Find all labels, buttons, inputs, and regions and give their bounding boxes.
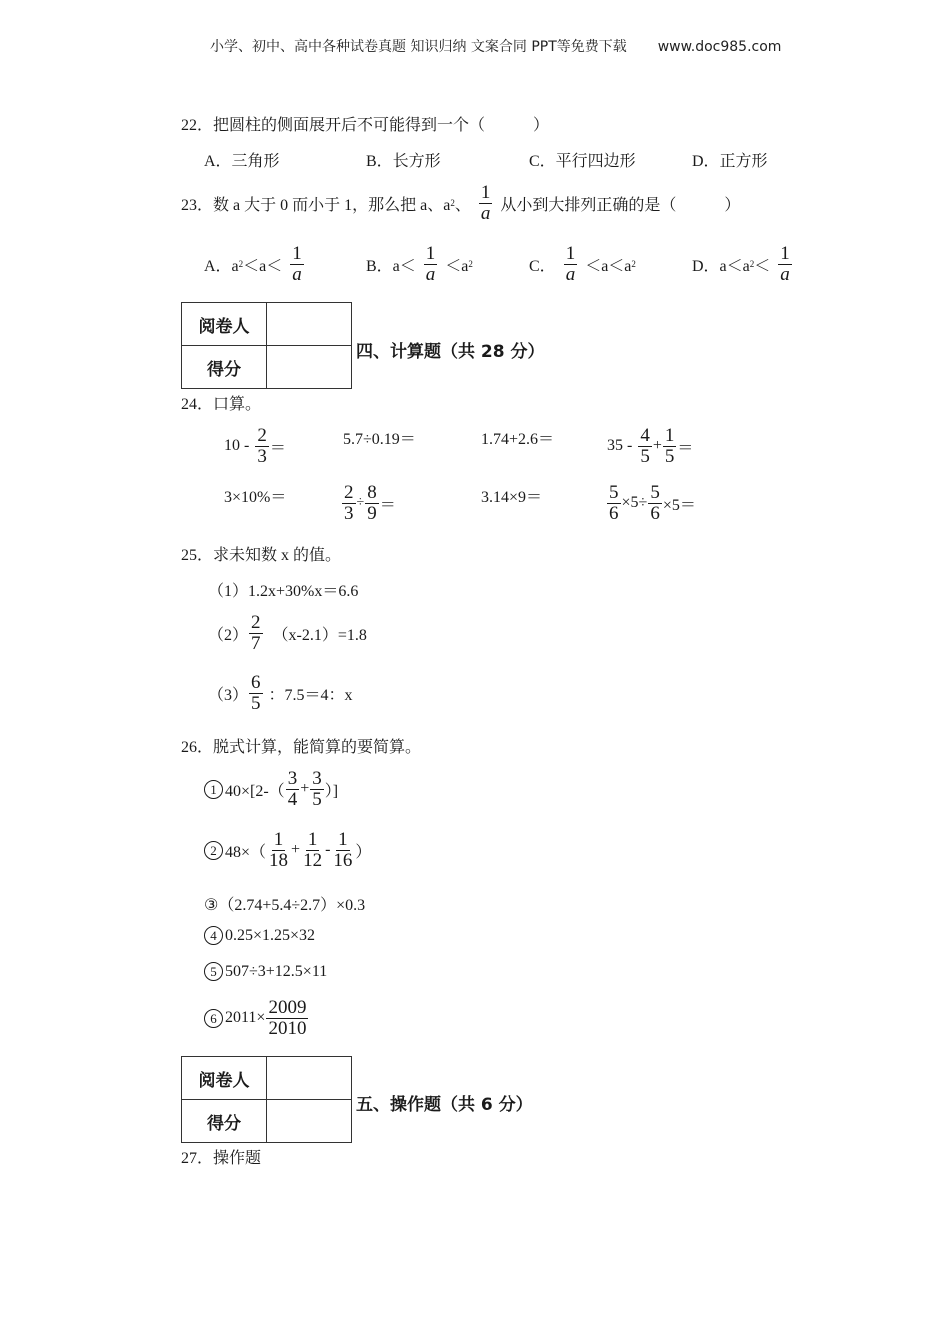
q24-calc-8: $\frac{5}{6}$ ×5÷ $\frac{5}{6}$ ×5＝ bbox=[609, 482, 696, 524]
q23-option-a: A．a 2 ＜a＜ $\frac{1}{a}$ bbox=[204, 243, 302, 285]
q26-item-1: 1 40×[2-（ $\frac{3}{4}$ + $\frac{3}{5}$ ）] bbox=[204, 769, 338, 810]
page-header bbox=[210, 36, 781, 56]
score-label: 得分 bbox=[182, 346, 267, 389]
q23-fraction: $\frac{1}{a}$ bbox=[480, 182, 491, 224]
q23-option-d: D．a＜a 2 ＜ $\frac{1}{a}$ bbox=[692, 243, 790, 285]
q26-item-4: 4 0.25×1.25×32 bbox=[204, 926, 315, 945]
q26-stem: 26．脱式计算，能简算的要简算。 bbox=[181, 739, 422, 756]
q23-option-c: C． $\frac{1}{a}$ ＜a＜a 2 bbox=[529, 243, 636, 285]
q22-stem: 22．把圆柱的侧面展开后不可能得到一个（ ） bbox=[181, 117, 550, 134]
q24-calc-4: 35 - $\frac{4}{5}$ + $\frac{1}{5}$ ＝ bbox=[607, 425, 694, 467]
score-table-2 bbox=[181, 1056, 352, 1143]
section-title-2: 五、操作题（共 6 分） bbox=[356, 1095, 533, 1115]
score-cell-2 bbox=[267, 1100, 352, 1143]
q25-part-3: （3） $\frac{6}{5}$ ：7.5＝4：x bbox=[208, 672, 353, 714]
score-table bbox=[181, 302, 352, 389]
q22-option-a: A．三角形 bbox=[204, 153, 280, 170]
q26-item-5: 5 507÷3+12.5×11 bbox=[204, 962, 327, 981]
q24-calc-5: 3×10%＝ bbox=[224, 489, 287, 506]
header-text: 小学、初中、高中各种试卷真题 知识归纳 文案合同 PPT等免费下载 bbox=[210, 39, 627, 55]
q25-stem: 25．求未知数 x 的值。 bbox=[181, 547, 342, 564]
reviewer-cell bbox=[267, 303, 352, 346]
header-site: www.doc985.com bbox=[657, 39, 782, 55]
reviewer-cell-2 bbox=[267, 1057, 352, 1100]
q24-calc-1: 10 - $\frac{2}{3}$ ＝ bbox=[224, 425, 286, 467]
reviewer-label-2: 阅卷人 bbox=[182, 1057, 267, 1100]
q23-stem: 23．数 a 大于 0 而小于 1，那么把 a、a 2 、 $\frac{1}{a}$ 从小到大排列正确的是（ ） bbox=[181, 182, 741, 224]
q27-stem: 27．操作题 bbox=[181, 1150, 262, 1167]
score-label-2: 得分 bbox=[182, 1100, 267, 1143]
q26-item-3: ③（2.74+5.4÷2.7）×0.3 bbox=[204, 897, 366, 914]
q26-item-2: 2 48×（ $\frac{1}{18}$ + $\frac{1}{12}$ - $\frac{1}{16}$ ） bbox=[204, 830, 371, 871]
q24-stem: 24．口算。 bbox=[181, 396, 262, 413]
q25-part-1: （1）1.2x+30%x＝6.6 bbox=[208, 583, 359, 600]
q25-part-2: （2） $\frac{2}{7}$ （x-2.1）=1.8 bbox=[208, 612, 367, 654]
q22-option-d: D．正方形 bbox=[692, 153, 768, 170]
q22-option-b: B．长方形 bbox=[366, 153, 441, 170]
q26-item-6: 6 2011× $\frac{2009}{2010}$ bbox=[204, 998, 309, 1039]
q22-option-c: C．平行四边形 bbox=[529, 153, 636, 170]
q23-option-b: B．a＜ $\frac{1}{a}$ ＜a 2 bbox=[366, 243, 473, 285]
q24-calc-3: 1.74+2.6＝ bbox=[481, 431, 555, 448]
q24-calc-6: $\frac{2}{3}$ ÷ $\frac{8}{9}$ ＝ bbox=[344, 482, 396, 524]
reviewer-label: 阅卷人 bbox=[182, 303, 267, 346]
q24-calc-7: 3.14×9＝ bbox=[481, 489, 543, 506]
score-cell bbox=[267, 346, 352, 389]
q24-calc-2: 5.7÷0.19＝ bbox=[343, 431, 416, 448]
section-title: 四、计算题（共 28 分） bbox=[356, 342, 545, 362]
